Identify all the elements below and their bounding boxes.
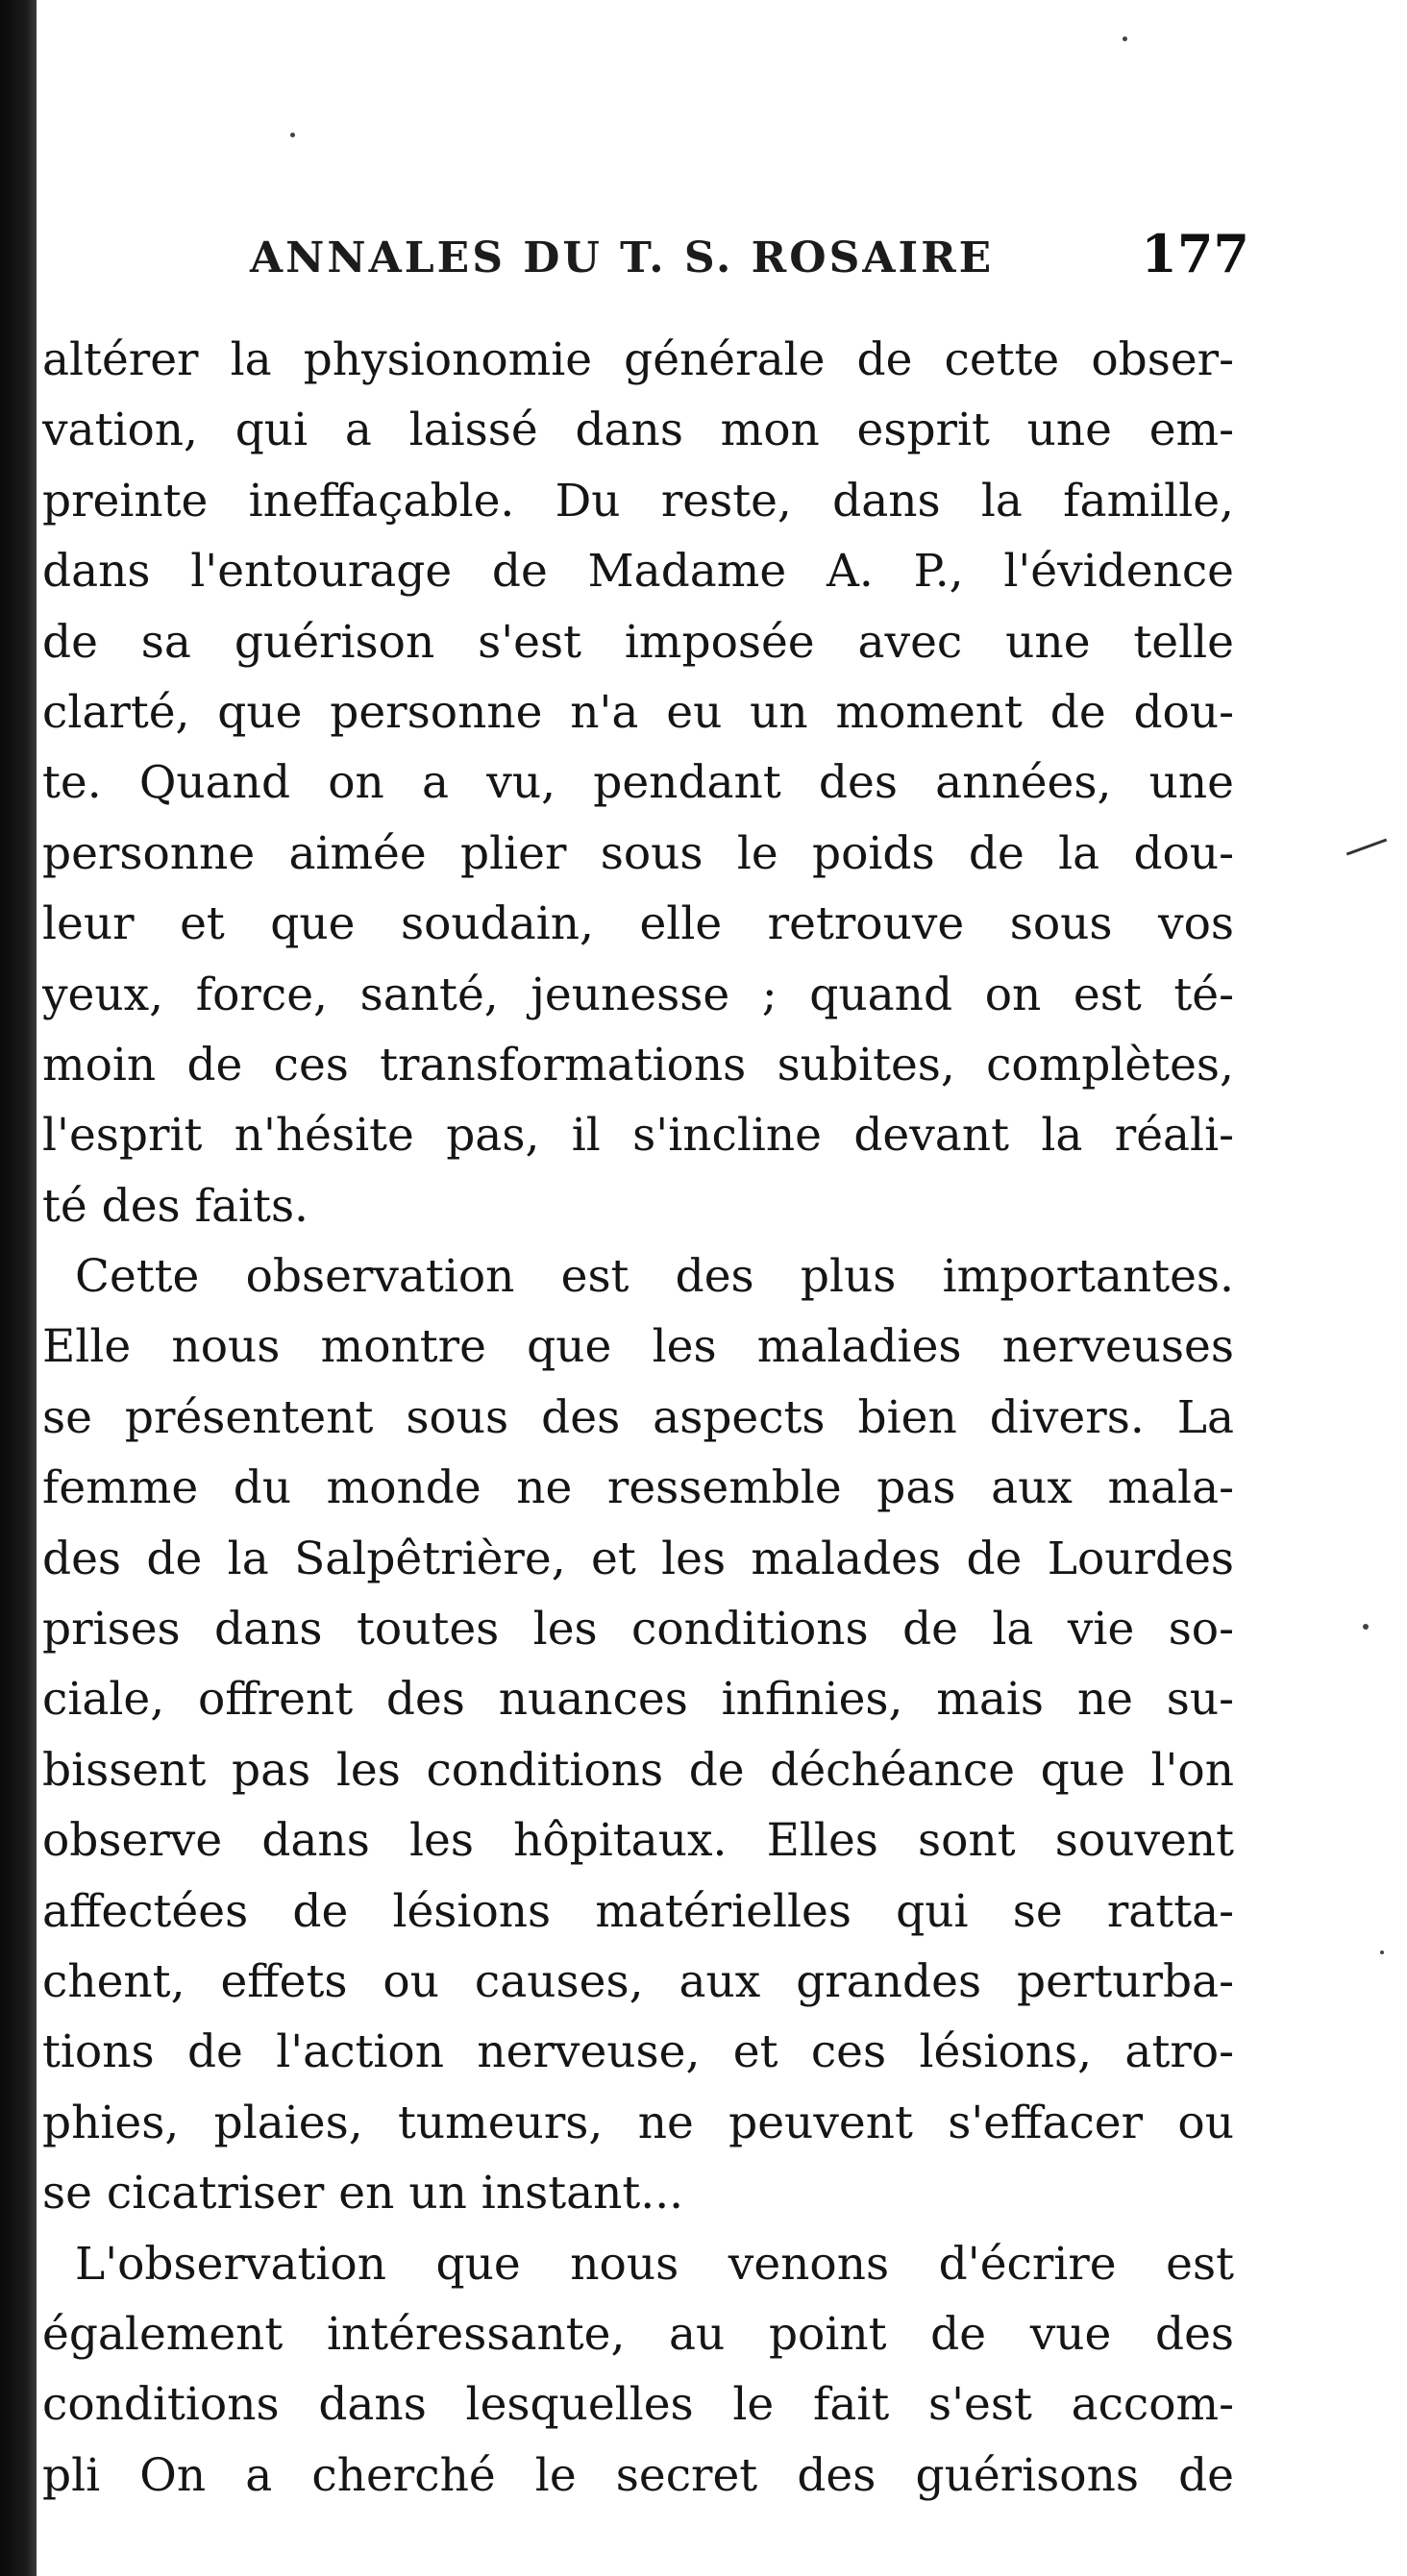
running-head xyxy=(250,223,1249,290)
text-line: ciale, offrent des nuances infinies, mais ne su- xyxy=(42,1673,1234,1727)
text-line: se présentent sous des aspects bien divers. La xyxy=(42,1390,1234,1444)
running-title: ANNALES DU T. S. ROSAIRE xyxy=(250,233,995,282)
text-line: conditions dans lesquelles le fait s'est accom- xyxy=(42,2378,1234,2432)
text-line: Elle nous montre que les maladies nerveuses xyxy=(42,1320,1234,1374)
binding-edge xyxy=(0,0,37,2576)
scan-speck xyxy=(1380,1950,1384,1954)
text-line: personne aimée plier sous le poids de la dou- xyxy=(42,826,1234,880)
page-number: 177 xyxy=(1141,223,1249,284)
text-line: pli On a cherché le secret des guérisons de xyxy=(42,2448,1234,2502)
text-line: altérer la physionomie générale de cette obser- xyxy=(42,333,1234,386)
text-line: preinte ineffaçable. Du reste, dans la famille, xyxy=(42,474,1234,527)
text-line: se cicatriser en un instant... xyxy=(42,2167,684,2220)
scan-speck xyxy=(1123,37,1127,41)
text-line: l'esprit n'hésite pas, il s'incline devant la réali- xyxy=(42,1109,1234,1163)
text-line: vation, qui a laissé dans mon esprit une em- xyxy=(42,404,1234,457)
text-line: des de la Salpêtrière, et les malades de Lourdes xyxy=(42,1532,1234,1585)
text-line: clarté, que personne n'a eu un moment de dou- xyxy=(42,685,1234,739)
text-line: Cette observation est des plus importantes. xyxy=(75,1250,1234,1304)
text-line: de sa guérison s'est imposée avec une telle xyxy=(42,615,1234,669)
text-line: L'observation que nous venons d'écrire est xyxy=(75,2237,1234,2291)
text-line: moin de ces transformations subites, complètes, xyxy=(42,1038,1234,1092)
text-line: chent, effets ou causes, aux grandes perturba- xyxy=(42,1954,1234,2008)
text-line: tions de l'action nerveuse, et ces lésions, atro- xyxy=(42,2025,1234,2079)
text-line: prises dans toutes les conditions de la vie so- xyxy=(42,1603,1234,1656)
text-line: te. Quand on a vu, pendant des années, une xyxy=(42,756,1234,810)
text-line: leur et que soudain, elle retrouve sous vos xyxy=(42,897,1234,951)
text-line: té des faits. xyxy=(42,1179,309,1233)
text-line: également intéressante, au point de vue des xyxy=(42,2307,1234,2361)
text-line: affectées de lésions matérielles qui se ratta- xyxy=(42,1884,1234,1938)
scan-speck xyxy=(290,133,295,137)
text-line: phies, plaies, tumeurs, ne peuvent s'effacer ou xyxy=(42,2096,1234,2149)
text-line: yeux, force, santé, jeunesse ; quand on est té- xyxy=(42,968,1234,1021)
scan-mark xyxy=(1346,839,1387,856)
text-line: dans l'entourage de Madame A. P., l'évidence xyxy=(42,545,1234,599)
text-line: observe dans les hôpitaux. Elles sont souvent xyxy=(42,1814,1234,1868)
text-line: femme du monde ne ressemble pas aux mala- xyxy=(42,1461,1234,1515)
scan-speck xyxy=(1363,1624,1369,1630)
text-line: bissent pas les conditions de déchéance que l'on xyxy=(42,1743,1234,1797)
body-text xyxy=(42,325,1234,2511)
